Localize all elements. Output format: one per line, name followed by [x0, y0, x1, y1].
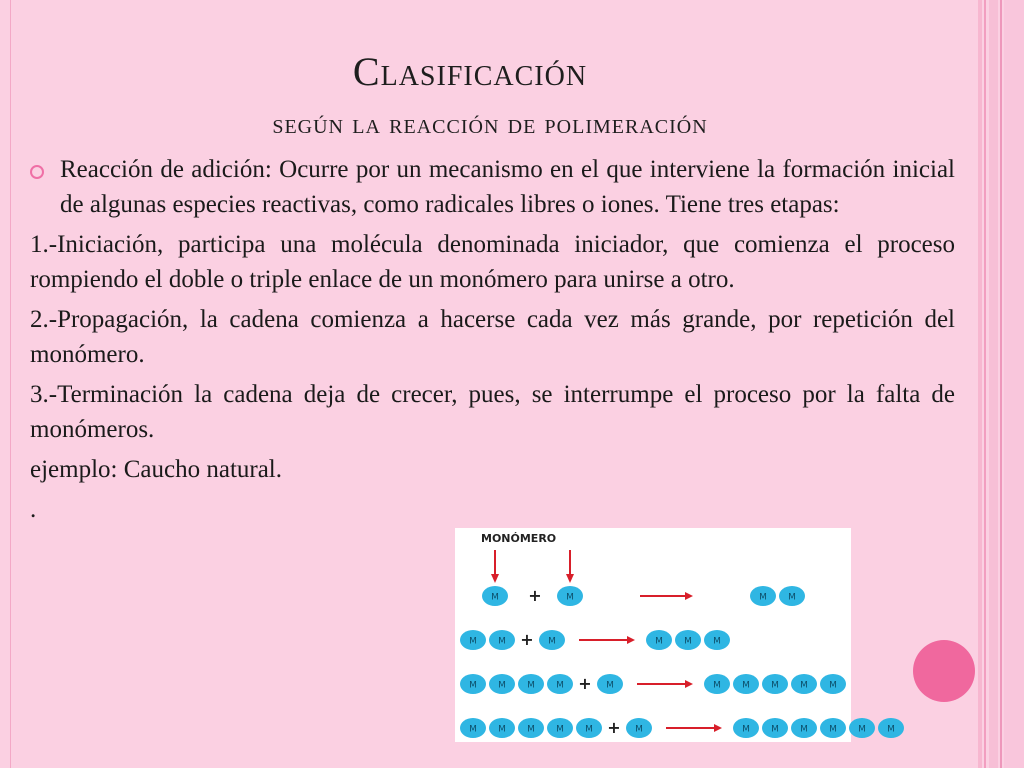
monomer-letter: M	[635, 724, 643, 735]
monomer-letter: M	[498, 680, 506, 691]
monomer-letter: M	[800, 680, 808, 691]
decorative-circle	[913, 640, 975, 702]
monomer-letter: M	[566, 592, 574, 603]
pointer-arrow-head	[491, 574, 499, 583]
plus-sign: +	[607, 718, 621, 737]
polymerization-diagram	[455, 528, 895, 742]
monomer-letter: M	[469, 724, 477, 735]
monomer-letter: M	[713, 636, 721, 647]
slide-title: Clasificación	[352, 49, 588, 94]
monomer-letter: M	[713, 680, 721, 691]
monomer-letter: M	[469, 680, 477, 691]
monomer-letter: M	[858, 724, 866, 735]
paragraph-iniciacion: 1.-Iniciación, participa una molécula denominada iniciador, que comienza el proceso rompiendo el doble o triple enlace de un monómero para unirse a otro.	[30, 231, 955, 293]
monomer-letter: M	[469, 636, 477, 647]
monomer-letter: M	[771, 724, 779, 735]
plus-sign: +	[578, 674, 592, 693]
monomer-letter: M	[788, 592, 796, 603]
bullet-text: Reacción de adición: Ocurre por un mecanismo en el que interviene la formación inicial de algunas especies reactivas, como radicales libres o iones. Tiene tres etapas:	[60, 156, 955, 218]
monomer-letter: M	[771, 680, 779, 691]
slide-subtitle: según la reacción de polimeración	[272, 108, 708, 140]
slide-content	[30, 152, 955, 532]
monomer-letter: M	[684, 636, 692, 647]
monomer-letter: M	[556, 724, 564, 735]
right-border-stripe	[1004, 0, 1024, 768]
paragraph-terminacion: 3.-Terminación la cadena deja de crecer, pues, se interrumpe el proceso por la falta de monómeros.	[30, 381, 955, 443]
arrow-head	[685, 680, 693, 688]
monomero-label: MONÓMERO	[481, 532, 557, 545]
pointer-arrow-head	[566, 574, 574, 583]
polymerization-diagram-svg	[455, 528, 895, 742]
example-text: ejemplo: Caucho natural.	[30, 456, 283, 483]
monomer-letter: M	[491, 592, 499, 603]
monomer-letter: M	[498, 636, 506, 647]
trailing-dot: .	[30, 496, 37, 523]
paragraph-propagacion: 2.-Propagación, la cadena comienza a hacerse cada vez más grande, por repetición del monómero.	[30, 306, 955, 368]
monomer-letter: M	[498, 724, 506, 735]
right-border-stripe	[984, 0, 986, 768]
monomer-letter: M	[527, 724, 535, 735]
bullet-item	[30, 152, 955, 222]
monomer-letter: M	[800, 724, 808, 735]
monomer-letter: M	[742, 724, 750, 735]
bullet-circle-icon	[30, 165, 44, 179]
arrow-head	[627, 636, 635, 644]
monomer-letter: M	[829, 724, 837, 735]
monomer-letter: M	[742, 680, 750, 691]
monomer-letter: M	[887, 724, 895, 735]
monomer-letter: M	[655, 636, 663, 647]
plus-sign: +	[520, 630, 534, 649]
monomer-letter: M	[585, 724, 593, 735]
right-border-stripe	[1000, 0, 1002, 768]
right-border-stripe	[989, 0, 998, 768]
plus-sign: +	[528, 586, 542, 605]
arrow-head	[685, 592, 693, 600]
monomer-letter: M	[556, 680, 564, 691]
monomer-letter: M	[606, 680, 614, 691]
monomer-letter: M	[759, 592, 767, 603]
monomer-letter: M	[829, 680, 837, 691]
monomer-letter: M	[527, 680, 535, 691]
arrow-head	[714, 724, 722, 732]
monomer-letter: M	[548, 636, 556, 647]
